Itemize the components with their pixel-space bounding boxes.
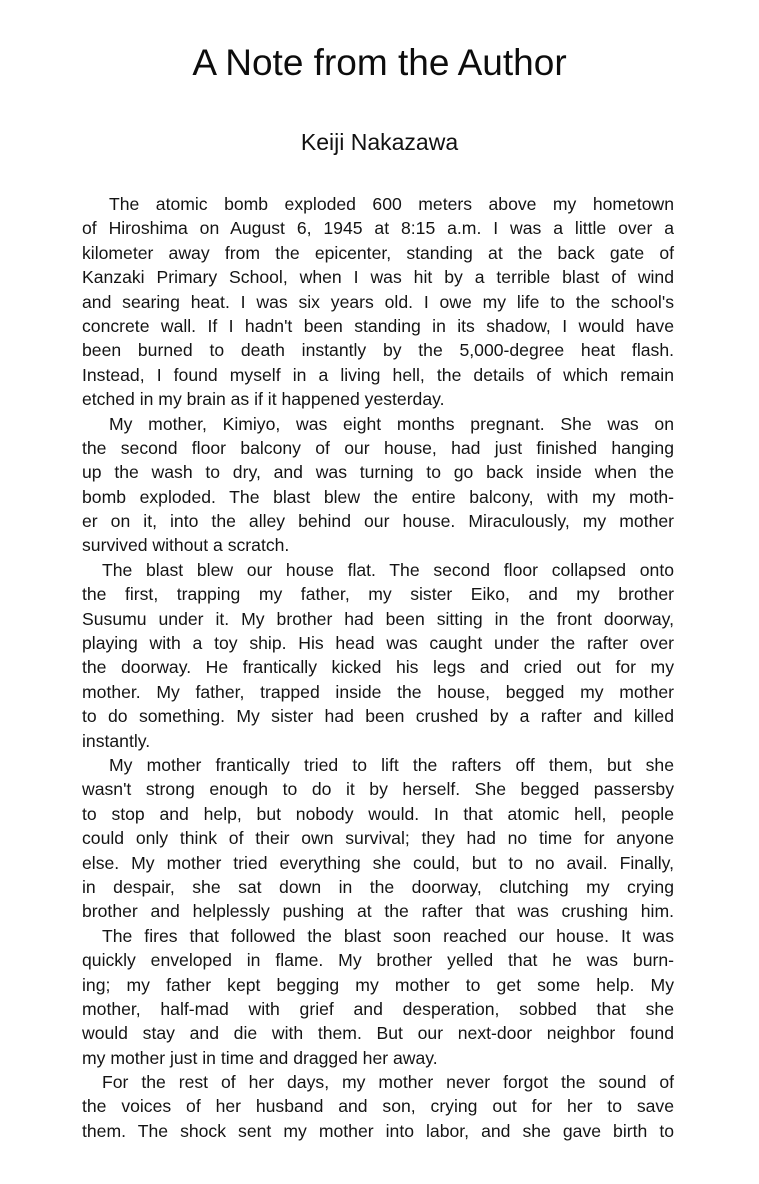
text-line: of Hiroshima on August 6, 1945 at 8:15 a.m. I was a little over a — [82, 218, 674, 239]
text-line: the doorway. He frantically kicked his legs and cried out for my — [82, 657, 674, 678]
text-line: would stay and die with them. But our next-door neighbor found — [82, 1023, 674, 1044]
text-line: er on it, into the alley behind our house. Miraculously, my mother — [82, 511, 674, 532]
text-line: quickly enveloped in flame. My brother yelled that he was burn- — [82, 950, 674, 971]
text-line: My mother, Kimiyo, was eight months pregnant. She was on — [109, 413, 674, 434]
text-line: and searing heat. I was six years old. I owe my life to the school's — [82, 291, 674, 312]
text-line: up the wash to dry, and was turning to go back inside when the — [82, 462, 674, 483]
text-line: My mother frantically tried to lift the rafters off them, but she — [109, 754, 674, 775]
text-line: bomb exploded. The blast blew the entire balcony, with my moth- — [82, 486, 674, 507]
text-line: the second floor balcony of our house, had just finished hanging — [82, 437, 674, 458]
paragraph-3 — [82, 558, 674, 753]
text-line: The atomic bomb exploded 600 meters above my hometown — [109, 194, 674, 214]
text-line: the first, trapping my father, my sister Eiko, and my brother — [82, 584, 674, 605]
text-line: mother, half-mad with grief and desperation, sobbed that she — [82, 998, 674, 1019]
text-line: in despair, she sat down in the doorway, clutching my crying — [82, 876, 674, 897]
body-text — [82, 192, 674, 1143]
text-line: For the rest of her days, my mother never forgot the sound of — [102, 1072, 674, 1093]
text-line: brother and helplessly pushing at the rafter that was crushing him. — [82, 901, 674, 922]
text-line: Instead, I found myself in a living hell, the details of which remain — [82, 364, 674, 385]
text-line: the voices of her husband and son, crying out for her to save — [82, 1096, 674, 1117]
text-line: else. My mother tried everything she could, but to no avail. Finally, — [82, 852, 674, 873]
page-title: A Note from the Author — [192, 42, 567, 83]
paragraph-2 — [82, 412, 674, 558]
text-line: been burned to death instantly by the 5,000-degree heat flash. — [82, 340, 674, 361]
text-line: Susumu under it. My brother had been sitting in the front doorway, — [82, 608, 674, 629]
text-line: survived without a scratch. — [82, 535, 290, 556]
text-line: them. The shock sent my mother into labor, and she gave birth to — [82, 1120, 674, 1141]
paragraph-5 — [82, 924, 674, 1070]
text-line: my mother just in time and dragged her away. — [82, 1047, 438, 1068]
paragraph-4 — [82, 753, 674, 924]
text-line: wasn't strong enough to do it by herself. She begged passersby — [82, 779, 674, 800]
text-line: to stop and help, but nobody would. In that atomic hell, people — [82, 803, 674, 824]
text-line: etched in my brain as if it happened yesterday. — [82, 389, 445, 410]
paragraph-1 — [82, 192, 674, 412]
text-line: The fires that followed the blast soon reached our house. It was — [102, 925, 674, 946]
text-line: concrete wall. If I hadn't been standing in its shadow, I would have — [82, 315, 674, 336]
paragraph-6 — [82, 1070, 674, 1143]
text-line: The blast blew our house flat. The second floor collapsed onto — [102, 559, 674, 580]
text-line: kilometer away from the epicenter, standing at the back gate of — [82, 242, 674, 263]
text-line: could only think of their own survival; they had no time for anyone — [82, 828, 674, 849]
text-line: playing with a toy ship. His head was caught under the rafter over — [82, 633, 674, 654]
text-line: ing; my father kept begging my mother to get some help. My — [82, 974, 674, 995]
text-line: instantly. — [82, 730, 151, 751]
text-line: Kanzaki Primary School, when I was hit by a terrible blast of wind — [82, 267, 674, 288]
author-name: Keiji Nakazawa — [300, 129, 459, 155]
text-line: mother. My father, trapped inside the house, begged my mother — [82, 681, 674, 702]
text-line: to do something. My sister had been crushed by a rafter and killed — [82, 706, 674, 727]
